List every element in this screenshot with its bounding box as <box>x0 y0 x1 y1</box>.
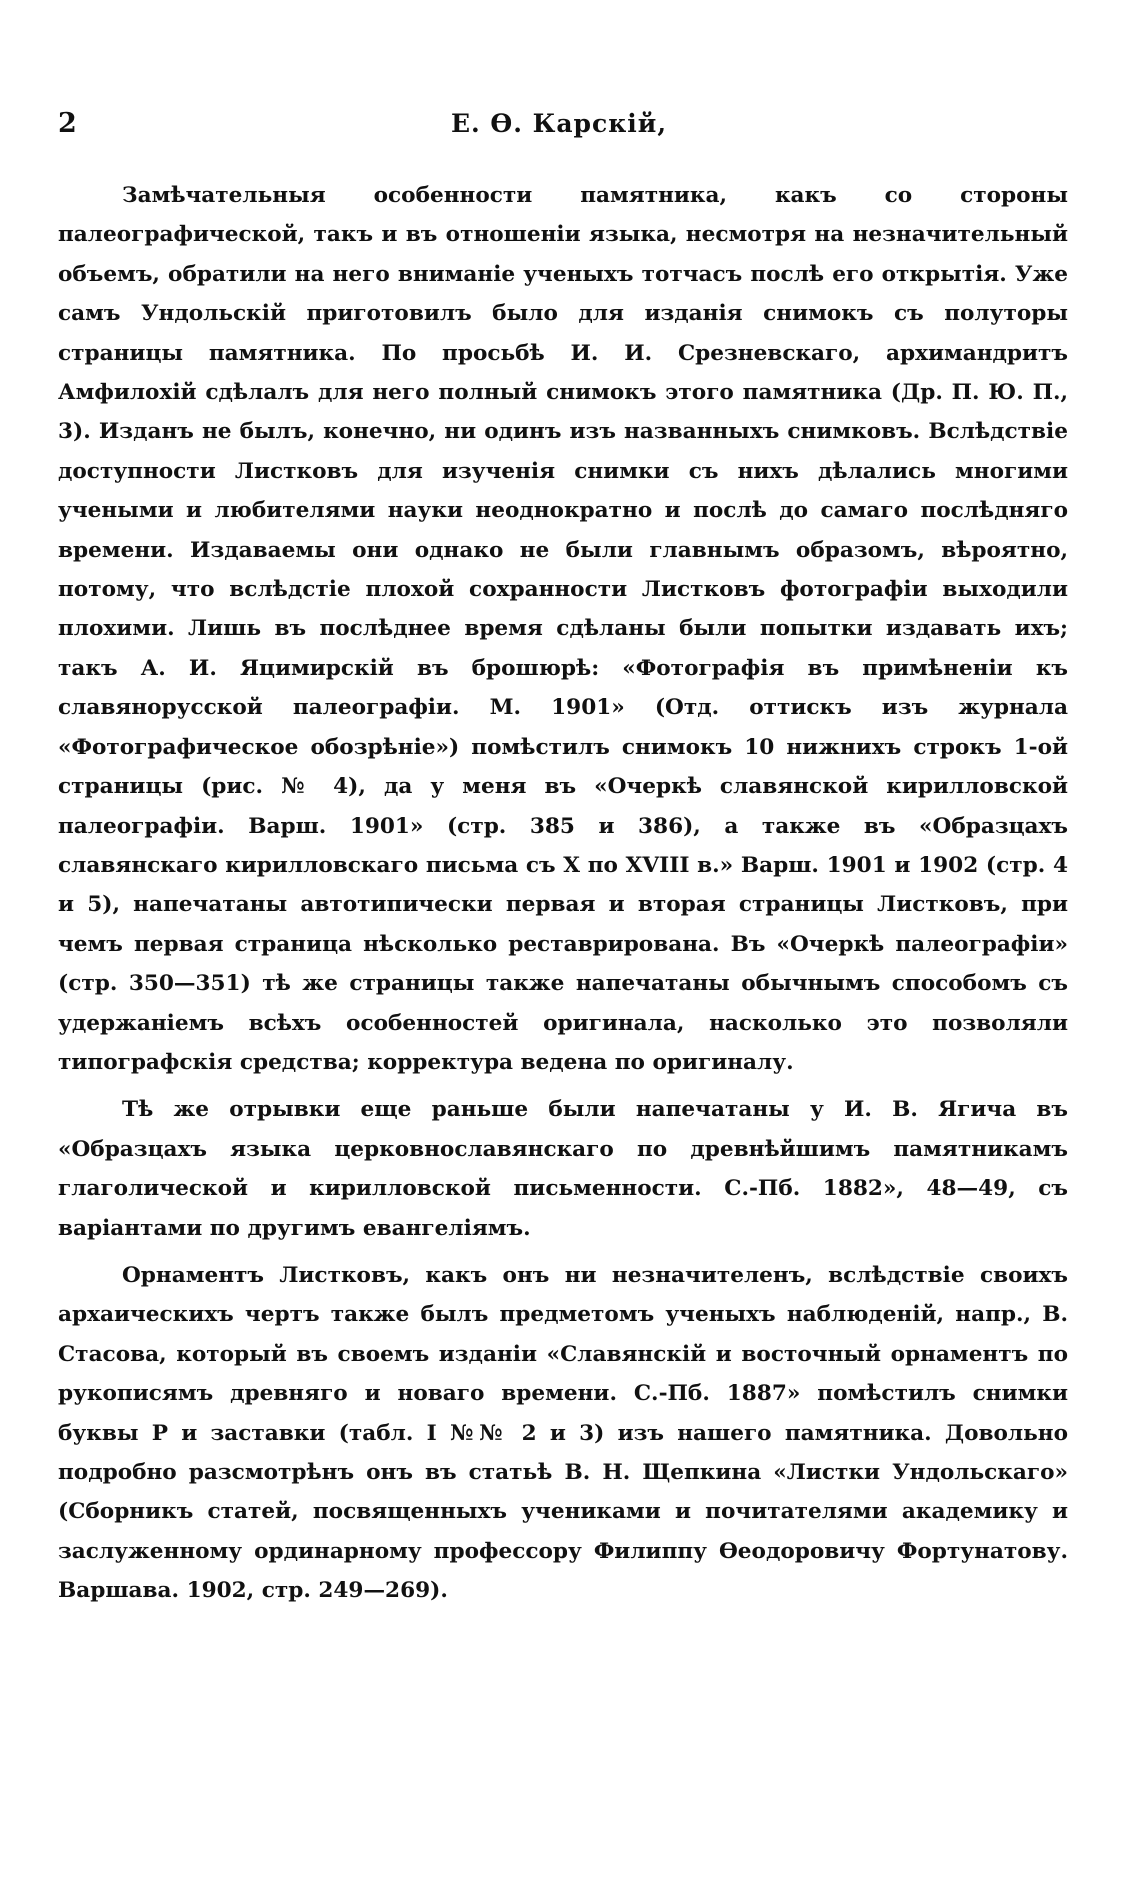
paragraph: Тѣ же отрывки еще раньше были напечатаны у И. В. Ягича въ «Образцахъ языка церковнославянскаго по древнѣйшимъ памятникамъ глаголической и кирилловской письменности. С.-Пб. 1882», 48—49, съ варіантами по другимъ евангеліямъ. <box>58 1097 1068 1241</box>
running-head: Е. Ѳ. Карскій, <box>450 109 668 138</box>
page-header <box>58 104 1060 144</box>
paragraph: Замѣчательныя особенности памятника, какъ со стороны палеографической, такъ и въ отношеніи языка, несмотря на незначительный объемъ, обратили на него вниманіе ученыхъ тотчасъ послѣ его открытія. Уже самъ Ундольскій приготовилъ было для изданія снимокъ съ полуторы страницы памятника. По просьбѣ И. И. Срезневскаго, архимандритъ Амфилохій сдѣлалъ для него полный снимокъ этого памятника (Др. П. Ю. П., 3). Изданъ не былъ, конечно, ни одинъ изъ названныхъ снимковъ. Вслѣдствіе доступности Листковъ для изученія снимки съ нихъ дѣлались многими учеными и любителями науки неоднократно и послѣ до самаго послѣдняго времени. Издаваемы они однако не были главнымъ образомъ, вѣроятно, потому, что вслѣдстіе плохой сохранности Листковъ фотографіи выходили плохими. Лишь въ послѣднее время сдѣланы были попытки издавать ихъ; такъ А. И. Яцимирскій въ брошюрѣ: «Фотографія въ примѣненіи къ славянорусской палеографіи. М. 1901» (Отд. оттискъ изъ журнала «Фотографическое обозрѣніе») помѣстилъ снимокъ 10 нижнихъ строкъ 1-ой страницы (рис. № 4), да у меня въ «Очеркѣ славянской кирилловской палеографіи. Варш. 1901» (стр. 385 и 386), а также въ «Образцахъ славянскаго кирилловскаго письма съ X по XVIII в.» Варш. 1901 и 1902 (стр. 4 и 5), напечатаны автотипически первая и вторая страницы Листковъ, при чемъ первая страница нѣсколько реставрирована. Въ «Очеркѣ палеографіи» (стр. 350—351) тѣ же страницы также напечатаны обычнымъ способомъ съ удержаніемъ всѣхъ особенностей оригинала, насколько это позволяли типографскія средства; корректура ведена по оригиналу. <box>58 183 1068 1075</box>
paragraph: Орнаментъ Листковъ, какъ онъ ни незначителенъ, вслѣдствіе своихъ архаическихъ чертъ также былъ предметомъ ученыхъ наблюденій, напр., В. Стасова, который въ своемъ изданіи «Славянскій и восточный орнаментъ по рукописямъ древняго и новаго времени. С.-Пб. 1887» помѣстилъ снимки буквы Р и заставки (табл. I №№ 2 и 3) изъ нашего памятника. Довольно подробно разсмотрѣнъ онъ въ статьѣ В. Н. Щепкина «Листки Ундольскаго» (Сборникъ статей, посвященныхъ учениками и почитателями академику и заслуженному ординарному профессору Филиппу Ѳеодоровичу Фортунатову. Варшава. 1902, стр. 249—269). <box>58 1262 1068 1604</box>
body-text <box>58 176 1068 1619</box>
page-number: 2 <box>58 108 77 139</box>
